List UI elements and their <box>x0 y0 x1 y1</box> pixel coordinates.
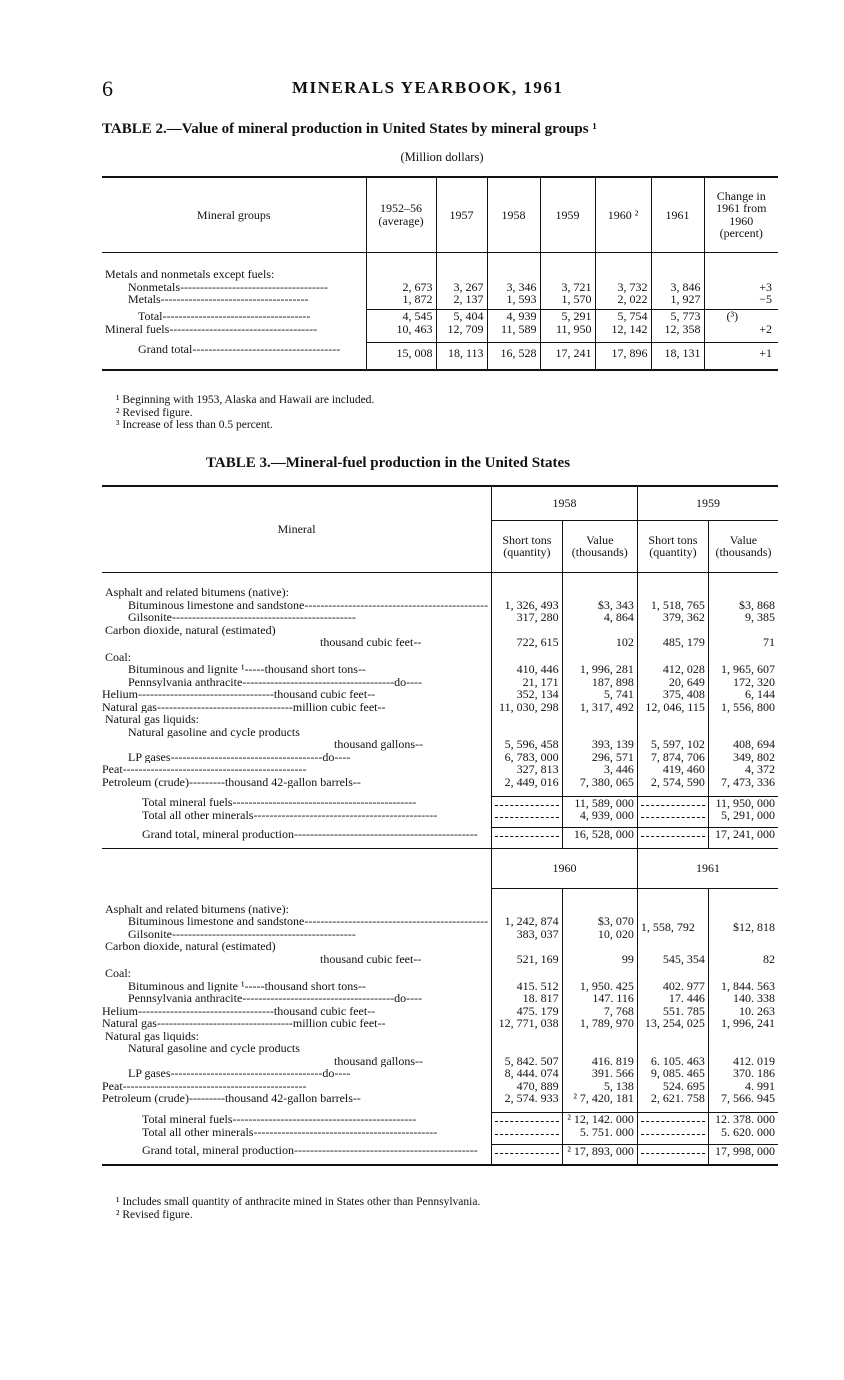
table-row: Peat---------------------------------------------- 327, 813 3, 446 419, 460 4, 372 <box>102 763 778 776</box>
section-label: Carbon dioxide, natural (estimated) <box>105 623 276 636</box>
cell: 7, 566. 945 <box>708 1092 778 1105</box>
cell: 11, 950, 000 <box>708 796 778 809</box>
cell: 1, 556, 800 <box>708 701 778 714</box>
col-header: Short tons (quantity) <box>492 520 562 572</box>
row-label: Peat <box>102 1079 123 1092</box>
table3 <box>102 485 778 1166</box>
cell: 13, 254, 025 <box>637 1017 708 1030</box>
cell: 4, 545 <box>366 310 436 323</box>
cell: 5, 138 <box>562 1080 637 1093</box>
cell: 187, 898 <box>562 676 637 689</box>
cell: 393, 139 <box>562 738 637 751</box>
cell: 17, 998, 000 <box>708 1144 778 1157</box>
row-label: Natural gasoline and cycle products <box>128 1042 300 1055</box>
cell: 8, 444. 074 <box>492 1067 562 1080</box>
cell: 99 <box>562 953 637 966</box>
cell: 2, 449, 016 <box>492 776 562 789</box>
row-label: Grand total, mineral production <box>142 827 294 841</box>
cell: 5. 751. 000 <box>562 1126 637 1139</box>
row-label: Total <box>138 309 163 323</box>
cell: 5. 620. 000 <box>708 1126 778 1139</box>
cell: 6. 105. 463 <box>637 1055 708 1068</box>
cell: 18, 113 <box>436 342 487 370</box>
cell: 11, 589 <box>487 323 540 336</box>
cell: 4, 864 <box>562 611 637 624</box>
cell: 5, 741 <box>562 688 637 701</box>
col-header: Short tons (quantity) <box>637 520 708 572</box>
unit-label: thousand 42-gallon barrels <box>224 1092 353 1105</box>
table2 <box>102 176 778 371</box>
table-row: Petroleum (crude)---------thousand 42-gallon barrels-- 2, 574. 933 ² 7, 420, 181 2, 621. 758 7, 566. 945 <box>102 1092 778 1105</box>
row-label: Grand total, mineral production <box>142 1144 294 1157</box>
cell: 11, 950 <box>540 323 595 336</box>
cell: 470, 889 <box>492 1080 562 1093</box>
cell: 1, 518, 765 <box>637 599 708 612</box>
table-row: Natural gas----------------------------------million cubic feet-- 11, 030, 298 1, 317, 492 12, 046, 115 1, 556, 800 <box>102 701 778 714</box>
cell: 1, 950. 425 <box>562 980 637 993</box>
table-row: Bituminous and lignite ¹-----thousand short tons-- 410, 446 1, 996, 281 412, 028 1, 965, 607 <box>102 663 778 676</box>
cell: 17. 446 <box>637 992 708 1005</box>
table-row: thousand cubic feet-- 722, 615 102 485, 179 71 <box>102 636 778 649</box>
cell: 2, 137 <box>436 293 487 306</box>
col-header: 1958 <box>487 177 540 252</box>
section-label: Asphalt and related bitumens (native): <box>105 902 289 915</box>
cell: 4, 372 <box>708 763 778 776</box>
cell: 3, 446 <box>562 763 637 776</box>
col-header: 1959 <box>540 177 595 252</box>
cell: $12, 818 <box>708 915 778 940</box>
row-label: Bituminous and lignite ¹ <box>128 663 245 676</box>
cell: 524. 695 <box>637 1080 708 1093</box>
table-row: Total------------------------------------- 4, 545 5, 404 4, 939 5, 291 5, 754 5, 773 (³) <box>102 310 778 323</box>
cell: 5, 773 <box>651 310 704 323</box>
row-label: Petroleum (crude) <box>102 775 189 788</box>
cell: 12. 378. 000 <box>708 1113 778 1126</box>
cell: 412, 028 <box>637 663 708 676</box>
table-row: Helium----------------------------------thousand cubic feet-- 352, 134 5, 741 375, 408 6, 144 <box>102 688 778 701</box>
table-row: Gilsonite---------------------------------------------- 317, 280 4, 864 379, 362 9, 385 <box>102 611 778 624</box>
cell: 1, 996, 281 <box>562 663 637 676</box>
ditto-label: do <box>322 1067 335 1080</box>
table-row <box>102 586 778 599</box>
row-label: Helium <box>102 1004 138 1017</box>
row-label: Petroleum (crude) <box>102 1092 189 1105</box>
col-header: Change in 1961 from 1960 (percent) <box>704 177 778 252</box>
row-label: Pennsylvania anthracite <box>128 675 243 688</box>
cell: 379, 362 <box>637 611 708 624</box>
cell: ² 7, 420, 181 <box>562 1092 637 1105</box>
table2-title: TABLE 2.—Value of mineral production in United States by mineral groups ¹ <box>102 121 597 137</box>
unit-label: thousand cubic feet <box>273 688 368 701</box>
cell: ² 12, 142. 000 <box>562 1113 637 1126</box>
cell: 102 <box>562 636 637 649</box>
col-header: 1952–56 (average) <box>366 177 436 252</box>
section-label: Carbon dioxide, natural (estimated) <box>105 940 276 953</box>
cell: 20, 649 <box>637 676 708 689</box>
cell: 12, 358 <box>651 323 704 336</box>
cell: 352, 134 <box>492 688 562 701</box>
cell: 2, 621. 758 <box>637 1092 708 1105</box>
cell: 3, 267 <box>436 281 487 294</box>
table-row: Petroleum (crude)---------thousand 42-gallon barrels-- 2, 449, 016 7, 380, 065 2, 574, 590 7, 473, 336 <box>102 776 778 789</box>
footnote: ¹ Includes small quantity of anthracite mined in States other than Pennsylvania. <box>116 1196 481 1208</box>
cell: 327, 813 <box>492 763 562 776</box>
row-label: Bituminous and lignite ¹ <box>128 979 245 992</box>
cell: 2, 673 <box>366 281 436 294</box>
cell: 10, 020 <box>562 928 637 941</box>
cell: 9, 085. 465 <box>637 1067 708 1080</box>
cell: 3, 732 <box>595 281 651 294</box>
col-header: 1961 <box>651 177 704 252</box>
cell: 4, 939 <box>487 310 540 323</box>
cell: 1, 570 <box>540 293 595 306</box>
table-row: LP gases--------------------------------------do---- 8, 444. 074 391. 566 9, 085. 465 370. 186 <box>102 1067 778 1080</box>
cell: 2, 574. 933 <box>492 1092 562 1105</box>
cell: 475. 179 <box>492 1005 562 1018</box>
cell: 1, 844. 563 <box>708 980 778 993</box>
cell: 7, 874, 706 <box>637 751 708 764</box>
cell: 5, 291 <box>540 310 595 323</box>
cell: 1, 965, 607 <box>708 663 778 676</box>
table-row: Bituminous limestone and sandstone---------------------------------------------- 1, 242, 874 $3, 070 1, 558, 792 $12, 818 <box>102 915 778 928</box>
cell: 1, 558, 792 <box>637 915 708 940</box>
table-row <box>102 268 778 281</box>
year-header: 1958 <box>492 486 638 520</box>
table-row: Pennsylvania anthracite--------------------------------------do---- 18. 817 147. 116 17. 446 140. 338 <box>102 992 778 1005</box>
table-row: Helium----------------------------------thousand cubic feet-- 475. 179 7, 768 551. 785 10. 263 <box>102 1005 778 1018</box>
row-label: Metals <box>128 293 161 306</box>
cell: $3, 343 <box>562 599 637 612</box>
row-label: Total all other minerals <box>142 809 254 822</box>
unit-label: thousand short tons <box>264 979 358 992</box>
cell: 10, 463 <box>366 323 436 336</box>
cell: 147. 116 <box>562 992 637 1005</box>
table-row: Nonmetals------------------------------------- 2, 673 3, 267 3, 346 3, 721 3, 732 3, 846 +3 <box>102 281 778 294</box>
cell: 722, 615 <box>492 636 562 649</box>
table-row: Peat---------------------------------------------- 470, 889 5, 138 524. 695 4. 991 <box>102 1080 778 1093</box>
cell: 7, 473, 336 <box>708 776 778 789</box>
cell: 140. 338 <box>708 992 778 1005</box>
cell: 383, 037 <box>492 928 562 941</box>
table-row <box>102 967 778 980</box>
cell: 10. 263 <box>708 1005 778 1018</box>
section-label: Natural gas liquids: <box>105 1029 199 1042</box>
unit-label: thousand gallons <box>334 1054 415 1067</box>
cell: 391. 566 <box>562 1067 637 1080</box>
cell: $3, 868 <box>708 599 778 612</box>
cell: 5, 596, 458 <box>492 738 562 751</box>
table-row: Grand total, mineral production---------------------------------------------- 16, 528, 000 17, 241, 000 <box>102 828 778 841</box>
row-label: Total mineral fuels <box>142 1112 233 1126</box>
cell: 21, 171 <box>492 676 562 689</box>
table-row: Total all other minerals---------------------------------------------- 5. 751. 000 5. 620. 000 <box>102 1126 778 1139</box>
table2-subtitle: (Million dollars) <box>400 150 484 164</box>
col-header: 1957 <box>436 177 487 252</box>
section-label: Natural gas liquids: <box>105 713 199 726</box>
year-header: 1961 <box>637 849 778 889</box>
unit-label: thousand cubic feet <box>320 952 414 965</box>
cell: 1, 242, 874 <box>492 915 562 928</box>
table-row: Grand total, mineral production---------------------------------------------- ² 17, 893, 000 17, 998, 000 <box>102 1144 778 1157</box>
cell: 2, 574, 590 <box>637 776 708 789</box>
col-header: Mineral <box>102 486 492 572</box>
table-row: Gilsonite---------------------------------------------- 383, 037 10, 020 <box>102 928 778 941</box>
cell: $3, 070 <box>562 915 637 928</box>
row-label: Gilsonite <box>128 611 172 624</box>
cell: 6, 783, 000 <box>492 751 562 764</box>
col-header: Mineral groups <box>102 177 366 252</box>
row-label: Natural gas <box>102 1017 157 1030</box>
cell: 1, 996, 241 <box>708 1017 778 1030</box>
cell: 17, 241 <box>540 342 595 370</box>
cell: 4, 939, 000 <box>562 809 637 822</box>
cell: 5, 404 <box>436 310 487 323</box>
cell: 4. 991 <box>708 1080 778 1093</box>
cell: 416. 819 <box>562 1055 637 1068</box>
year-header: 1960 <box>492 849 638 889</box>
cell: 5, 291, 000 <box>708 809 778 822</box>
table3-header-row <box>102 486 778 520</box>
cell: 1, 789, 970 <box>562 1017 637 1030</box>
row-label: Natural gas <box>102 700 157 713</box>
table-row: Total mineral fuels---------------------------------------------- 11, 589, 000 11, 950, 000 <box>102 796 778 809</box>
col-header: 1960 ² <box>595 177 651 252</box>
row-label: Peat <box>102 763 123 776</box>
cell: 1, 317, 492 <box>562 701 637 714</box>
table-row: Total all other minerals---------------------------------------------- 4, 939, 000 5, 291, 000 <box>102 809 778 822</box>
unit-label: thousand short tons <box>264 663 358 676</box>
cell: 71 <box>708 636 778 649</box>
table3-title: TABLE 3.—Mineral-fuel production in the United States <box>206 455 571 471</box>
table2-footnotes <box>116 394 374 432</box>
cell: 1, 872 <box>366 293 436 306</box>
cell: +3 <box>704 281 778 294</box>
table-row: Bituminous limestone and sandstone---------------------------------------------- 1, 326, 493 $3, 343 1, 518, 765 $3, 868 <box>102 599 778 612</box>
cell: 5, 842. 507 <box>492 1055 562 1068</box>
table-row <box>102 940 778 953</box>
table-row: Metals------------------------------------- 1, 872 2, 137 1, 593 1, 570 2, 022 1, 927 −5 <box>102 293 778 306</box>
cell: 6, 144 <box>708 688 778 701</box>
ditto-label: do <box>394 675 407 688</box>
cell: 9, 385 <box>708 611 778 624</box>
cell: 12, 709 <box>436 323 487 336</box>
unit-label: thousand 42-gallon barrels <box>224 775 353 788</box>
row-label: Total all other minerals <box>142 1125 254 1138</box>
table-row <box>102 1030 778 1043</box>
cell: 317, 280 <box>492 611 562 624</box>
cell: 11, 030, 298 <box>492 701 562 714</box>
unit-label: thousand gallons <box>334 738 415 751</box>
unit-label: thousand cubic feet <box>273 1004 368 1017</box>
cell: +2 <box>704 323 778 336</box>
cell: 5, 597, 102 <box>637 738 708 751</box>
cell: 7, 380, 065 <box>562 776 637 789</box>
cell: 410, 446 <box>492 663 562 676</box>
cell: 82 <box>708 953 778 966</box>
table-row: thousand cubic feet-- 521, 169 99 545, 354 82 <box>102 953 778 966</box>
cell: 7, 768 <box>562 1005 637 1018</box>
table-row: Natural gas----------------------------------million cubic feet-- 12, 771, 038 1, 789, 970 13, 254, 025 1, 996, 241 <box>102 1017 778 1030</box>
table-row: Mineral fuels------------------------------------- 10, 463 12, 709 11, 589 11, 950 12, 142 12, 358 +2 <box>102 323 778 336</box>
row-label: Gilsonite <box>128 927 172 940</box>
section-label: Coal: <box>105 650 131 663</box>
row-label: Grand total <box>138 342 193 356</box>
cell: 11, 589, 000 <box>562 796 637 809</box>
page-number: 6 <box>102 76 113 101</box>
row-label: Natural gasoline and cycle products <box>128 725 300 738</box>
row-label: Total mineral fuels <box>142 796 233 809</box>
cell: 12, 771, 038 <box>492 1017 562 1030</box>
table-row: LP gases--------------------------------------do---- 6, 783, 000 296, 571 7, 874, 706 349, 802 <box>102 751 778 764</box>
cell: 349, 802 <box>708 751 778 764</box>
section-label: Metals and nonmetals except fuels: <box>105 268 275 281</box>
footnote: ³ Increase of less than 0.5 percent. <box>116 419 273 431</box>
row-label: Nonmetals <box>128 280 180 293</box>
unit-label: million cubic feet <box>292 1017 378 1030</box>
table-row: thousand gallons-- 5, 596, 458 393, 139 5, 597, 102 408, 694 <box>102 738 778 751</box>
section-label: Coal: <box>105 967 131 980</box>
ditto-label: do <box>394 992 407 1005</box>
cell: (³) <box>704 310 778 323</box>
row-label: Mineral fuels <box>105 322 170 335</box>
unit-label: million cubic feet <box>292 700 378 713</box>
cell: 16, 528, 000 <box>562 828 637 841</box>
cell: 1, 927 <box>651 293 704 306</box>
table2-header-row <box>102 177 778 252</box>
running-header <box>102 76 778 104</box>
cell: 521, 169 <box>492 953 562 966</box>
running-title: MINERALS YEARBOOK, 1961 <box>292 78 564 97</box>
cell: 412. 019 <box>708 1055 778 1068</box>
cell: 17, 896 <box>595 342 651 370</box>
table-row: thousand gallons-- 5, 842. 507 416. 819 6. 105. 463 412. 019 <box>102 1055 778 1068</box>
row-label: Bituminous limestone and sandstone <box>128 598 305 611</box>
ditto-label: do <box>322 750 335 763</box>
cell: 545, 354 <box>637 953 708 966</box>
cell: 415. 512 <box>492 980 562 993</box>
cell: 3, 846 <box>651 281 704 294</box>
unit-label: thousand cubic feet <box>320 636 414 649</box>
footnote: ¹ Beginning with 1953, Alaska and Hawaii are included. <box>116 394 375 406</box>
cell: 15, 008 <box>366 342 436 370</box>
cell: 296, 571 <box>562 751 637 764</box>
year-header: 1959 <box>637 486 778 520</box>
table-row: Pennsylvania anthracite--------------------------------------do---- 21, 171 187, 898 20, 649 172, 320 <box>102 676 778 689</box>
table-row: Bituminous and lignite ¹-----thousand short tons-- 415. 512 1, 950. 425 402. 977 1, 844. 563 <box>102 980 778 993</box>
table-row <box>102 903 778 916</box>
cell: 18. 817 <box>492 992 562 1005</box>
cell: 485, 179 <box>637 636 708 649</box>
row-label: Pennsylvania anthracite <box>128 992 243 1005</box>
cell: 172, 320 <box>708 676 778 689</box>
cell: 370. 186 <box>708 1067 778 1080</box>
cell: 1, 326, 493 <box>492 599 562 612</box>
cell: 5, 754 <box>595 310 651 323</box>
cell: 408, 694 <box>708 738 778 751</box>
cell: 2, 022 <box>595 293 651 306</box>
table-row <box>102 1042 778 1055</box>
cell: ² 17, 893, 000 <box>562 1144 637 1157</box>
table-row: Total mineral fuels---------------------------------------------- ² 12, 142. 000 12. 378. 000 <box>102 1113 778 1126</box>
cell: 1, 593 <box>487 293 540 306</box>
cell: 3, 346 <box>487 281 540 294</box>
footnote: ² Revised figure. <box>116 406 193 419</box>
table-row: Grand total------------------------------------- 15, 008 18, 113 16, 528 17, 241 17, 896 18, 131 +1 <box>102 342 778 370</box>
row-label: Bituminous limestone and sandstone <box>128 915 305 928</box>
cell: +1 <box>704 342 778 370</box>
cell: 16, 528 <box>487 342 540 370</box>
cell: 12, 046, 115 <box>637 701 708 714</box>
col-header: Value (thousands) <box>708 520 778 572</box>
cell: −5 <box>704 293 778 306</box>
cell: 419, 460 <box>637 763 708 776</box>
footnote: ² Revised figure. <box>116 1208 193 1221</box>
section-label: Asphalt and related bitumens (native): <box>105 586 289 599</box>
cell: 18, 131 <box>651 342 704 370</box>
table3-footnotes <box>116 1196 480 1221</box>
cell: 551. 785 <box>637 1005 708 1018</box>
cell: 3, 721 <box>540 281 595 294</box>
table3-year-row <box>102 849 778 889</box>
cell: 375, 408 <box>637 688 708 701</box>
cell: 17, 241, 000 <box>708 828 778 841</box>
col-header: Value (thousands) <box>562 520 637 572</box>
cell: 402. 977 <box>637 980 708 993</box>
cell: 12, 142 <box>595 323 651 336</box>
table-row <box>102 713 778 726</box>
row-label: Helium <box>102 688 138 701</box>
row-label: LP gases <box>128 750 171 763</box>
row-label: LP gases <box>128 1067 171 1080</box>
